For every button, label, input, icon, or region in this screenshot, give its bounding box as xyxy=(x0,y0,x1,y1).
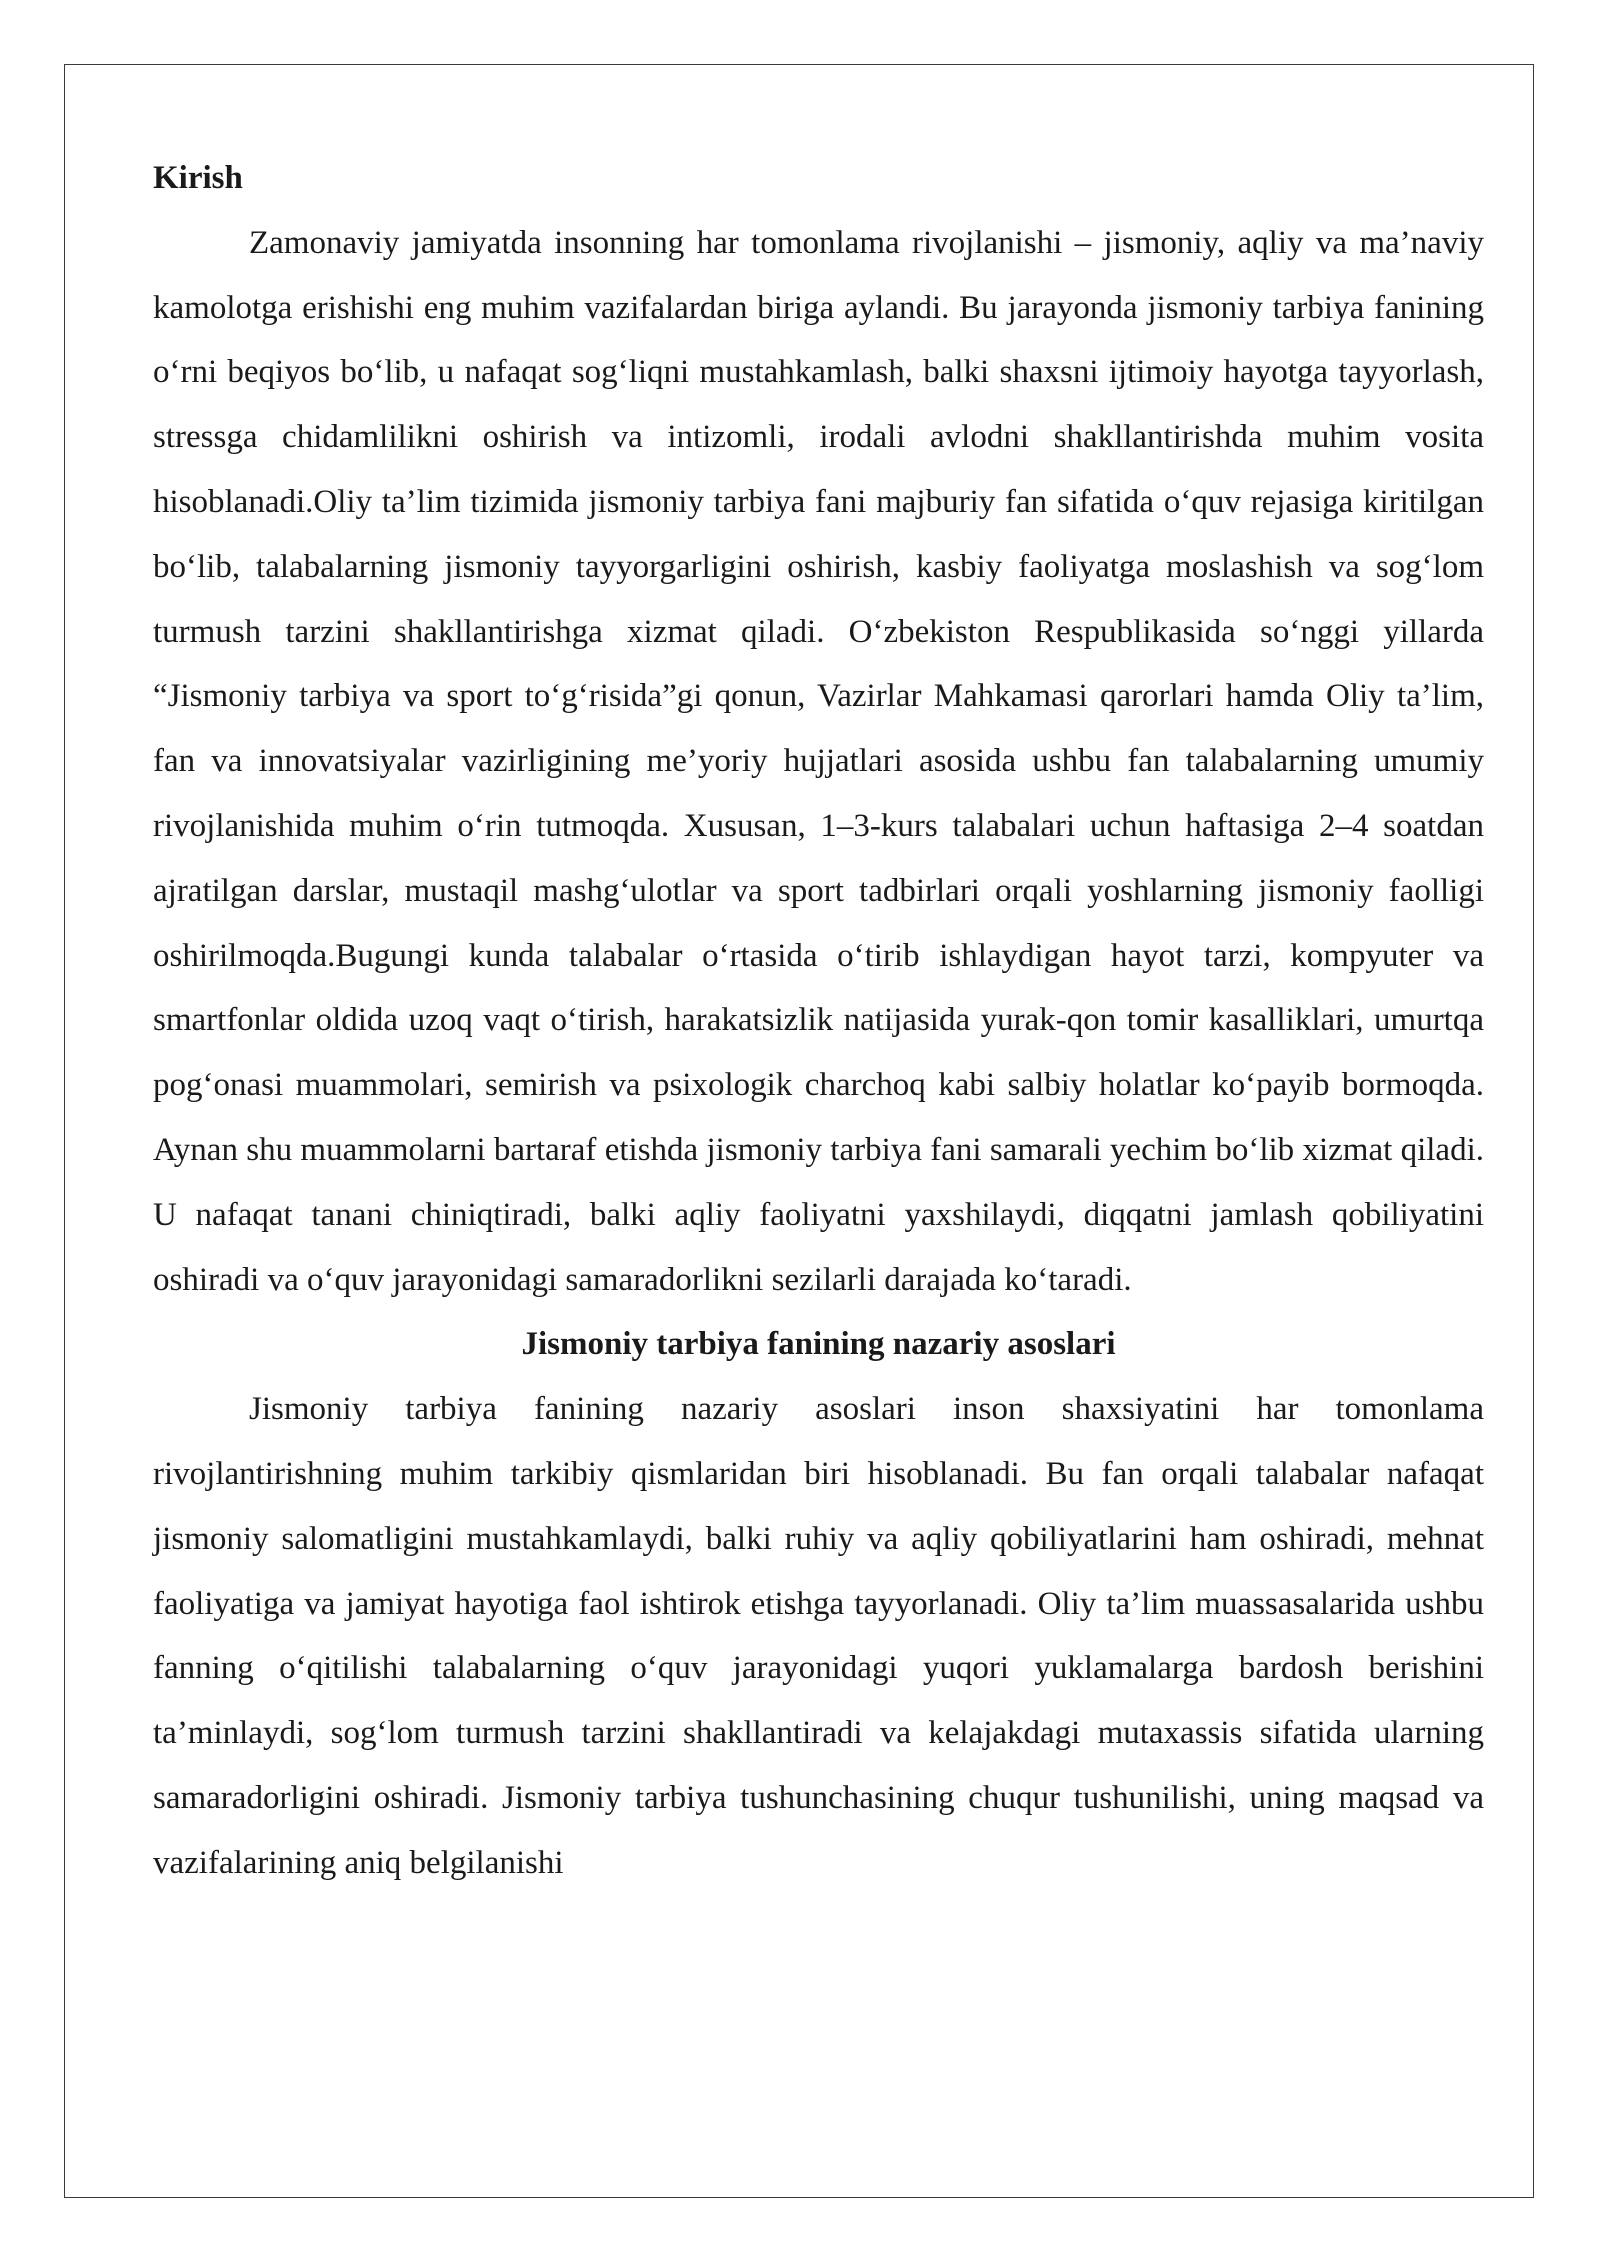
paragraph-theory: Jismoniy tarbiya fanining nazariy asoslari inson shaxsiyatini har tomonlama rivojlantirishning muhim tarkibiy qismlaridan biri hisoblanadi. Bu fan orqali talabalar nafaqat jismoniy salomatligini mustahkamlaydi, balki ruhiy va aqliy qobiliyatlarini ham oshiradi, mehnat faoliyatiga va jamiyat hayotiga faol ishtirok etishga tayyorlanadi. Oliy ta’lim muassasalarida ushbu fanning o‘qitilishi talabalarning o‘quv jarayonidagi yuqori yuklamalarga bardosh berishini ta’minlaydi, sog‘lom turmush tarzini shakllantiradi va kelajakdagi mutaxassis sifatida ularning samaradorligini oshiradi. Jismoniy tarbiya tushunchasining chuqur tushunilishi, uning maqsad va vazifalarining aniq belgilanishi xyxy=(153,1391,1484,1881)
section-heading-introduction: Kirish xyxy=(153,160,243,196)
paragraph-introduction: Zamonaviy jamiyatda insonning har tomonlama rivojlanishi – jismoniy, aqliy va ma’naviy kamolotga erishishi eng muhim vazifalardan biriga aylandi. Bu jarayonda jismoniy tarbiya fanining o‘rni beqiyos bo‘lib, u nafaqat sog‘liqni mustahkamlash, balki shaxsni ijtimoiy hayotga tayyorlash, stressga chidamlilikni oshirish va intizomli, irodali avlodni shakllantirishda muhim vosita hisoblanadi.Oliy ta’lim tizimida jismoniy tarbiya fani majburiy fan sifatida o‘quv rejasiga kiritilgan bo‘lib, talabalarning jismoniy tayyorgarligini oshirish, kasbiy faoliyatga moslashish va sog‘lom turmush tarzini shakllantirishga xizmat qiladi. O‘zbekiston Respublikasida so‘nggi yillarda “Jismoniy tarbiya va sport to‘g‘risida”gi qonun, Vazirlar Mahkamasi qarorlari hamda Oliy ta’lim, fan va innovatsiyalar vazirligining me’yoriy hujjatlari asosida ushbu fan talabalarning umumiy rivojlanishida muhim o‘rin tutmoqda. Xususan, 1–3-kurs talabalari uchun haftasiga 2–4 soatdan ajratilgan darslar, mustaqil mashg‘ulotlar va sport tadbirlari orqali yoshlarning jismoniy faolligi oshirilmoqda.Bugungi kunda talabalar o‘rtasida o‘tirib ishlaydigan hayot tarzi, kompyuter va smartfonlar oldida uzoq vaqt o‘tirish, harakatsizlik natijasida yurak-qon tomir kasalliklari, umurtqa pog‘onasi muammolari, semirish va psixologik charchoq kabi salbiy holatlar ko‘payib bormoqda. Aynan shu muammolarni bartaraf etishda jismoniy tarbiya fani samarali yechim bo‘lib xizmat qiladi. U nafaqat tanani chiniqtiradi, balki aqliy faoliyatni yaxshilaydi, diqqatni jamlash qobiliyatini oshiradi va o‘quv jarayonidagi samaradorlikni sezilarli darajada ko‘taradi. xyxy=(153,224,1484,1298)
document-body xyxy=(153,146,1484,1896)
section-heading-theory: Jismoniy tarbiya fanining nazariy asoslari xyxy=(521,1326,1116,1363)
